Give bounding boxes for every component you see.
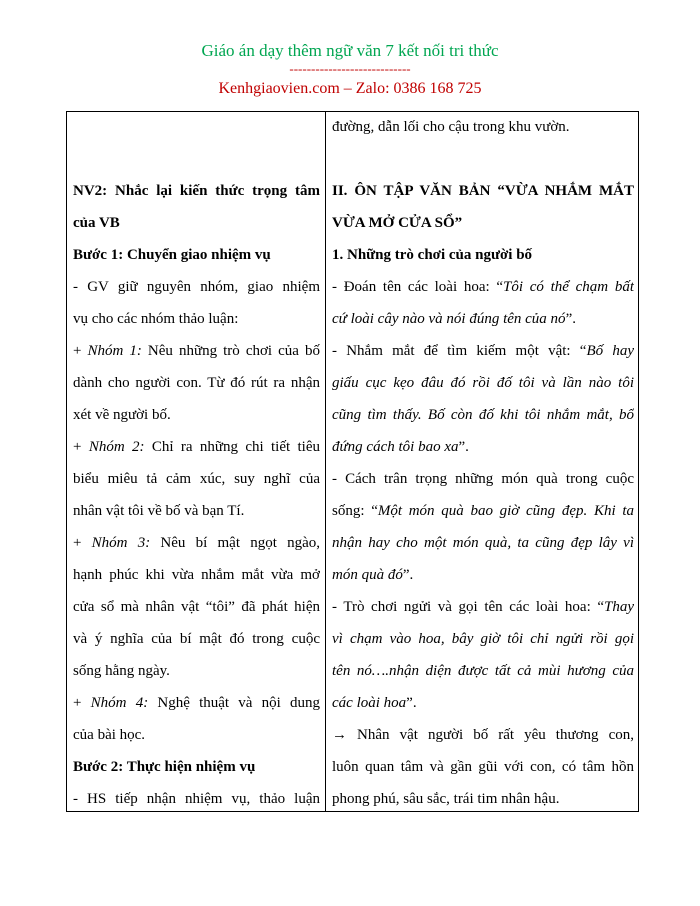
step-1-heading: Bước 1: Chuyển giao nhiệm vụ	[73, 247, 271, 263]
group-2-line	[73, 437, 320, 457]
content-column	[332, 112, 634, 811]
group-1-line: dành cho người con. Từ đó rút ra nhận	[73, 375, 320, 391]
group-4-line	[73, 693, 320, 713]
step-2-heading: Bước 2: Thực hiện nhiệm vụ	[73, 759, 256, 775]
task-heading: NV2: Nhắc lại kiến thức trọng tâm	[73, 183, 320, 199]
bullet: +	[73, 343, 88, 359]
group-4-line: của bài học.	[73, 727, 146, 743]
group-3-line: cửa sổ mà nhân vật “tôi” đã phát hiện	[73, 599, 320, 615]
arrow-icon: →	[332, 727, 347, 743]
subheading: 1. Những trò chơi của người bố	[332, 247, 533, 263]
bullet: +	[73, 535, 92, 551]
point-3-line: - Cách trân trọng những món quà trong cuộc	[332, 471, 634, 487]
point-1-line	[332, 277, 634, 297]
point-text: sống: “	[332, 503, 378, 519]
group-3-line: và ý nghĩa của bí mật đó trong cuộc	[73, 631, 320, 647]
point-text: ”.	[406, 695, 417, 711]
assign-line: vụ cho các nhóm thảo luận:	[73, 311, 239, 327]
point-3-line	[332, 501, 634, 521]
group-1-line	[73, 341, 320, 361]
quote-text: cứ loài cây nào và nói đúng tên của nó	[332, 311, 566, 327]
group-3-line: sống hằng ngày.	[73, 663, 170, 679]
quote-text: món quà đó	[332, 567, 403, 583]
task-heading-cont: của VB	[73, 215, 120, 231]
header-title: Giáo án dạy thêm ngữ văn 7 kết nối tri thức	[201, 41, 499, 60]
group-4-label: Nhóm 4:	[90, 695, 149, 711]
point-2-line: giấu cục kẹo đâu đó rồi đố tôi và lần nào tôi	[332, 375, 634, 391]
point-4-line	[332, 597, 634, 617]
group-1-line: xét về người bố.	[73, 407, 171, 423]
group-2-label: Nhóm 2:	[88, 439, 145, 455]
activity-column	[73, 112, 320, 811]
conclusion-text: Nhân vật người bố rất yêu thương con,	[347, 727, 634, 743]
point-2-line	[332, 437, 634, 457]
quote-text: Thay	[604, 599, 634, 615]
group-3-line: hạnh phúc khi vừa nhắm mắt vừa mở	[73, 567, 320, 583]
point-4-line: tên nó….nhận diện được tất cả mùi hương của	[332, 663, 634, 679]
section-heading-cont: VỪA MỞ CỬA SỔ”	[332, 215, 463, 231]
quote-text: đứng cách tôi bao xa	[332, 439, 459, 455]
conclusion-line: luôn quan tâm và gần gũi với con, có tâm hồn	[332, 759, 634, 775]
quote-text: Bố hay	[586, 343, 634, 359]
group-3-label: Nhóm 3:	[91, 535, 151, 551]
step-2-line: - HS tiếp nhận nhiệm vụ, thảo luận	[73, 791, 320, 807]
point-text: - Đoán tên các loài hoa: “	[332, 279, 504, 295]
group-3-line	[73, 533, 320, 553]
point-text: ”.	[402, 567, 414, 583]
column-divider	[325, 112, 326, 811]
group-2-text: Chỉ ra những chi tiết tiêu	[144, 439, 320, 455]
point-text: - Nhắm mắt để tìm kiếm một vật: “	[332, 343, 587, 359]
group-2-line: biểu miêu tả cảm xúc, suy nghĩ của	[73, 471, 320, 487]
point-text: - Trò chơi ngửi và gọi tên các loài hoa: “	[332, 599, 604, 615]
conclusion-line: phong phú, sâu sắc, trái tim nhân hậu.	[332, 791, 560, 807]
point-4-line: vì chạm vào hoa, bây giờ tôi chỉ ngửi rồi gọi	[332, 631, 634, 647]
quote-text: Một món quà bao giờ cũng đẹp. Khi ta	[377, 503, 634, 519]
bullet: +	[73, 695, 91, 711]
quote-text: các loài hoa	[332, 695, 407, 711]
header-separator: ----------------------------	[289, 61, 411, 76]
group-1-label: Nhóm 1:	[87, 343, 142, 359]
group-3-text: Nêu bí mật ngọt ngào,	[150, 535, 320, 551]
point-3-line: nhận hay cho một món quà, ta cũng đẹp lây vì	[332, 535, 634, 551]
lesson-table	[66, 111, 639, 812]
bullet: +	[73, 439, 89, 455]
point-4-line	[332, 693, 634, 713]
group-4-text: Nghệ thuật và nội dung	[148, 695, 320, 711]
point-text: ”.	[565, 311, 576, 327]
page-header	[0, 40, 700, 100]
point-2-line	[332, 341, 634, 361]
point-3-line	[332, 565, 634, 585]
group-1-text: Nêu những trò chơi của bố	[141, 343, 320, 359]
continued-line: đường, dẫn lối cho cậu trong khu vườn.	[332, 119, 570, 135]
point-1-line	[332, 309, 634, 329]
section-heading: II. ÔN TẬP VĂN BẢN “VỪA NHẮM MẮT	[332, 183, 634, 199]
assign-line: - GV giữ nguyên nhóm, giao nhiệm	[73, 279, 320, 295]
point-text: ”.	[458, 439, 469, 455]
header-contact: Kenhgiaovien.com – Zalo: 0386 168 725	[218, 80, 482, 97]
point-2-line: cũng tìm thấy. Bố còn đố khi tôi nhắm mắt, bố	[332, 407, 634, 423]
quote-text: Tôi có thể chạm bất	[503, 279, 634, 295]
group-2-line: nhân vật tôi về bố và bạn Tí.	[73, 503, 245, 519]
conclusion-line	[332, 725, 634, 745]
